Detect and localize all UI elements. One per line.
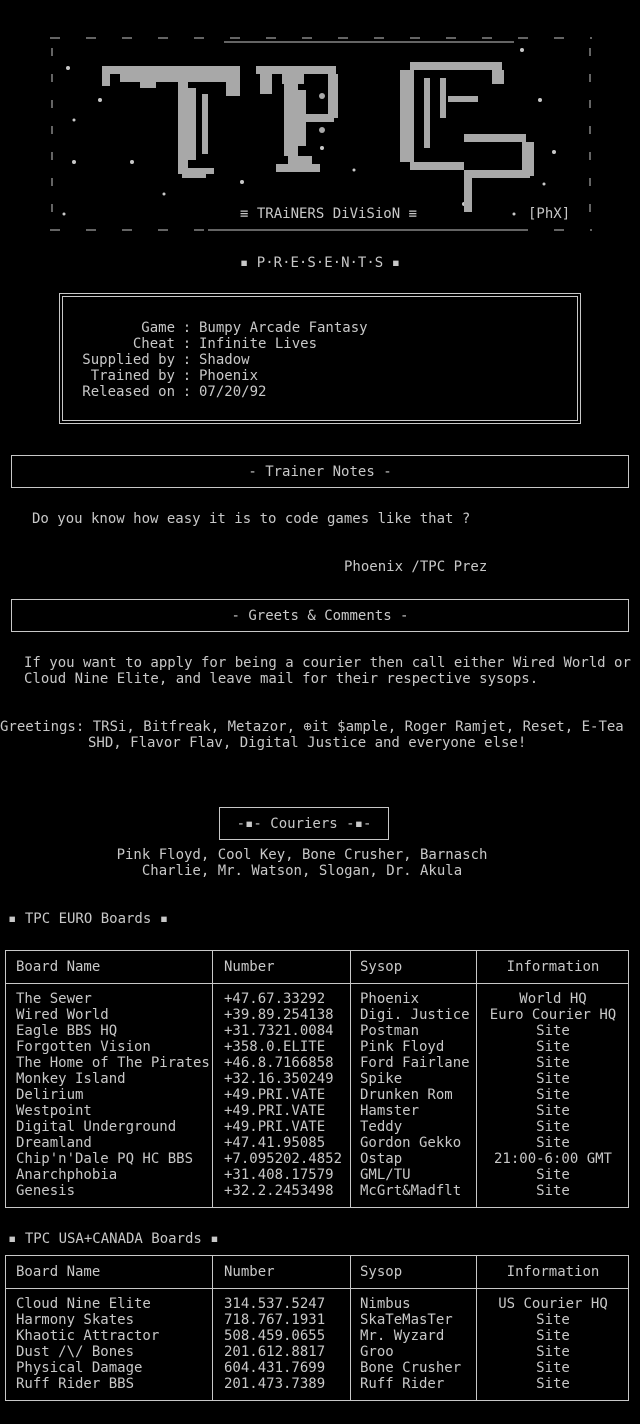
table-cell: The Sewer (16, 991, 92, 1007)
table-cell: Ford Fairlane (360, 1055, 470, 1071)
table-cell: Bone Crusher (360, 1360, 462, 1376)
table-cell: Spike (360, 1071, 403, 1087)
table-header-cell: Board Name (16, 1264, 101, 1280)
table-cell: +7.095202.4852 (224, 1151, 343, 1167)
table-row (6, 1167, 628, 1183)
release-info-list (63, 320, 368, 400)
table-cell: Site (536, 1312, 570, 1328)
table-header-cell: Board Name (16, 959, 101, 975)
table-cell: 718.767.1931 (224, 1312, 326, 1328)
table-cell: Cloud Nine Elite (16, 1296, 151, 1312)
release-info-separator: : (182, 320, 192, 336)
release-info-separator: : (182, 384, 192, 400)
table-cell: Site (536, 1119, 570, 1135)
release-info-value: Phoenix (199, 368, 259, 384)
table-cell: Site (536, 1167, 570, 1183)
table-cell: Harmony Skates (16, 1312, 135, 1328)
courier-apply-line-1: If you want to apply for being a courier then call either Wired World or (24, 655, 631, 671)
usa-boards-title: ▪ TPC USA+CANADA Boards ▪ (8, 1231, 219, 1247)
table-header-cell: Number (224, 959, 275, 975)
table-row (6, 1328, 628, 1344)
table-row (6, 1039, 628, 1055)
table-cell: Ruff Rider (360, 1376, 445, 1392)
table-cell: 21:00-6:00 GMT (493, 1151, 612, 1167)
table-row (6, 1312, 628, 1328)
couriers-line-1: Pink Floyd, Cool Key, Bone Crusher, Barnasch (116, 847, 488, 863)
table-row (6, 1055, 628, 1071)
table-cell: +49.PRI.VATE (224, 1119, 326, 1135)
table-row (6, 1103, 628, 1119)
couriers-title: -▪- Couriers -▪- (236, 815, 372, 832)
table-row (6, 1183, 628, 1199)
table-cell: Genesis (16, 1183, 76, 1199)
table-cell: Site (536, 1360, 570, 1376)
table-cell: +32.2.2453498 (224, 1183, 334, 1199)
trainer-notes-signature: Phoenix /TPC Prez (344, 559, 488, 575)
table-header-cell: Sysop (360, 959, 403, 975)
usa-boards-table (5, 1255, 629, 1401)
table-cell: +49.PRI.VATE (224, 1103, 326, 1119)
table-row (6, 1151, 628, 1167)
table-cell: Teddy (360, 1119, 403, 1135)
table-cell: SkaTeMasTer (360, 1312, 453, 1328)
greets-header (11, 599, 629, 632)
table-header-cell: Information (506, 959, 600, 975)
release-info-separator: : (182, 368, 192, 384)
release-info-row (63, 384, 368, 400)
table-row (6, 1296, 628, 1312)
table-cell: Drunken Rom (360, 1087, 453, 1103)
release-info-row (63, 336, 368, 352)
release-info-row (63, 368, 368, 384)
table-cell: 201.473.7389 (224, 1376, 326, 1392)
euro-boards-title: ▪ TPC EURO Boards ▪ (8, 911, 169, 927)
release-info-label: Game (141, 320, 175, 336)
table-cell: Chip'n'Dale PQ HC BBS (16, 1151, 194, 1167)
table-cell: Westpoint (16, 1103, 92, 1119)
trainer-notes-title: - Trainer Notes - (248, 463, 392, 480)
table-cell: Anarchphobia (16, 1167, 118, 1183)
table-cell: GML/TU (360, 1167, 411, 1183)
greets-title: - Greets & Comments - (231, 607, 409, 624)
table-row (6, 1376, 628, 1392)
table-cell: World HQ (519, 991, 587, 1007)
release-info-label: Released on (82, 384, 175, 400)
presents-line: ▪ P·R·E·S·E·N·T·S ▪ (239, 255, 401, 271)
couriers-line-2: Charlie, Mr. Watson, Slogan, Dr. Akula (141, 863, 463, 879)
tpc-logo (44, 34, 598, 240)
trainer-notes-text: Do you know how easy it is to code games like that ? (32, 511, 471, 527)
table-cell: Site (536, 1087, 570, 1103)
table-cell: Postman (360, 1023, 420, 1039)
table-cell: Dreamland (16, 1135, 92, 1151)
table-row (6, 991, 628, 1007)
table-row (6, 1135, 628, 1151)
release-info-value: Infinite Lives (199, 336, 318, 352)
table-cell: Forgotten Vision (16, 1039, 151, 1055)
table-cell: +358.0.ELITE (224, 1039, 326, 1055)
table-cell: Site (536, 1376, 570, 1392)
table-row (6, 1007, 628, 1023)
table-cell: Mr. Wyzard (360, 1328, 445, 1344)
logo-subtitle: ≡ TRAiNERS DiViSioN ≡ (240, 206, 418, 222)
table-cell: Site (536, 1023, 570, 1039)
table-cell: +31.7321.0084 (224, 1023, 334, 1039)
table-cell: Euro Courier HQ (489, 1007, 617, 1023)
release-info-box (62, 296, 578, 421)
table-cell: Site (536, 1103, 570, 1119)
table-cell: Digi. Justice (360, 1007, 470, 1023)
table-cell: Site (536, 1055, 570, 1071)
table-cell: Site (536, 1071, 570, 1087)
table-cell: Pink Floyd (360, 1039, 445, 1055)
table-cell: Gordon Gekko (360, 1135, 462, 1151)
table-cell: Ostap (360, 1151, 403, 1167)
table-row (6, 1119, 628, 1135)
table-cell: 314.537.5247 (224, 1296, 326, 1312)
table-cell: Site (536, 1183, 570, 1199)
table-cell: Khaotic Attractor (16, 1328, 160, 1344)
table-cell: Groo (360, 1344, 394, 1360)
table-cell: Eagle BBS HQ (16, 1023, 118, 1039)
table-cell: +49.PRI.VATE (224, 1087, 326, 1103)
table-cell: Digital Underground (16, 1119, 177, 1135)
table-cell: The Home of The Pirates (16, 1055, 210, 1071)
euro-boards-table (5, 950, 629, 1208)
table-cell: +31.408.17579 (224, 1167, 334, 1183)
table-cell: +46.8.7166858 (224, 1055, 334, 1071)
table-cell: Hamster (360, 1103, 420, 1119)
table-cell: Ruff Rider BBS (16, 1376, 135, 1392)
couriers-header (219, 807, 389, 840)
table-header-cell: Number (224, 1264, 275, 1280)
release-info-row (63, 320, 368, 336)
logo-tag: [PhX] (528, 206, 571, 222)
release-info-value: Bumpy Arcade Fantasy (199, 320, 368, 336)
table-cell: +39.89.254138 (224, 1007, 334, 1023)
table-cell: Site (536, 1344, 570, 1360)
table-row (6, 1071, 628, 1087)
table-cell: Phoenix (360, 991, 420, 1007)
release-info-separator: : (182, 336, 192, 352)
release-info-separator: : (182, 352, 192, 368)
release-info-value: Shadow (199, 352, 250, 368)
release-info-row (63, 352, 368, 368)
table-cell: US Courier HQ (498, 1296, 608, 1312)
table-header-cell: Information (506, 1264, 600, 1280)
greetings-line-1: Greetings: TRSi, Bitfreak, Metazor, ⊕it $ample, Roger Ramjet, Reset, E-Tea (0, 719, 624, 735)
table-row (6, 1087, 628, 1103)
table-cell: Dust /\/ Bones (16, 1344, 135, 1360)
table-cell: Monkey Island (16, 1071, 126, 1087)
table-row (6, 1360, 628, 1376)
greetings-line-2: SHD, Flavor Flav, Digital Justice and everyone else! (88, 735, 527, 751)
courier-apply-line-2: Cloud Nine Elite, and leave mail for their respective sysops. (24, 671, 539, 687)
table-cell: Site (536, 1328, 570, 1344)
table-cell: +32.16.350249 (224, 1071, 334, 1087)
table-cell: 508.459.0655 (224, 1328, 326, 1344)
release-info-label: Cheat (132, 336, 175, 352)
table-cell: +47.67.33292 (224, 991, 326, 1007)
table-row (6, 1344, 628, 1360)
table-cell: Physical Damage (16, 1360, 143, 1376)
table-cell: 201.612.8817 (224, 1344, 326, 1360)
trainer-notes-header (11, 455, 629, 488)
release-info-value: 07/20/92 (199, 384, 267, 400)
table-cell: +47.41.95085 (224, 1135, 326, 1151)
table-cell: Site (536, 1135, 570, 1151)
table-cell: Delirium (16, 1087, 84, 1103)
release-info-label: Trained by (90, 368, 175, 384)
release-info-label: Supplied by (82, 352, 175, 368)
table-header-cell: Sysop (360, 1264, 403, 1280)
table-row (6, 1023, 628, 1039)
table-cell: Wired World (16, 1007, 109, 1023)
table-cell: Nimbus (360, 1296, 411, 1312)
table-cell: 604.431.7699 (224, 1360, 326, 1376)
table-cell: McGrt&Madflt (360, 1183, 462, 1199)
table-cell: Site (536, 1039, 570, 1055)
